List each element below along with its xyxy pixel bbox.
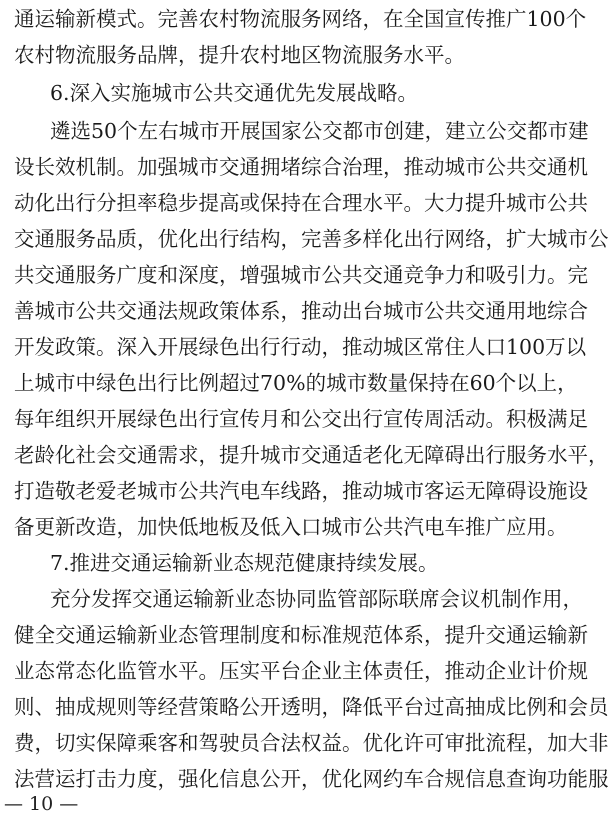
text-line-7: 交通服务品质，优化出行结构，完善多样化出行网络，扩大城市公 [14,227,609,251]
text-line-1: 通运输新模式。完善农村物流服务网络，在全国宣传推广100个 [14,7,587,31]
text-line-13: 老龄化社会交通需求，提升城市交通适老化无障碍出行服务水平， [14,443,609,467]
text-line-17: 充分发挥交通运输新业态协同监管部际联席会议机制作用， [50,587,583,611]
text-line-5: 设长效机制。加强城市交通拥堵综合治理，推动城市公共交通机 [14,155,588,179]
text-line-19: 业态常态化监管水平。压实平台企业主体责任，推动企业计价规 [14,659,588,683]
text-line-18: 健全交通运输新业态管理制度和标准规范体系，提升交通运输新 [14,623,588,647]
text-line-9: 善城市公共交通法规政策体系，推动出台城市公共交通用地综合 [14,299,588,323]
section-heading-6: 6.深入实施城市公共交通优先发展战略。 [50,81,419,105]
text-line-8: 共交通服务广度和深度，增强城市公共交通竞争力和吸引力。完 [14,263,588,287]
text-line-15: 备更新改造，加快低地板及低入口城市公共汽电车推广应用。 [14,515,568,539]
page-number: — 10 — [4,793,79,815]
text-line-22: 法营运打击力度，强化信息公开，优化网约车合规信息查询功能服 [14,767,609,791]
section-heading-7: 7.推进交通运输新业态规范健康持续发展。 [50,551,439,575]
text-line-11: 上城市中绿色出行比例超过70%的城市数量保持在60个以上， [14,371,578,395]
text-line-6: 动化出行分担率稳步提高或保持在合理水平。大力提升城市公共 [14,191,588,215]
text-line-14: 打造敬老爱老城市公共汽电车线路，推动城市客运无障碍设施设 [14,479,588,503]
text-line-2: 农村物流服务品牌，提升农村地区物流服务水平。 [14,43,465,67]
text-line-4: 遴选50个左右城市开展国家公交都市创建，建立公交都市建 [50,119,589,143]
text-line-20: 则、抽成规则等经营策略公开透明，降低平台过高抽成比例和会员 [14,695,609,719]
text-line-21: 费，切实保障乘客和驾驶员合法权益。优化许可审批流程，加大非 [14,731,609,755]
text-line-10: 开发政策。深入开展绿色出行行动，推动城区常住人口100万以 [14,335,587,359]
text-line-12: 每年组织开展绿色出行宣传月和公交出行宣传周活动。积极满足 [14,407,588,431]
